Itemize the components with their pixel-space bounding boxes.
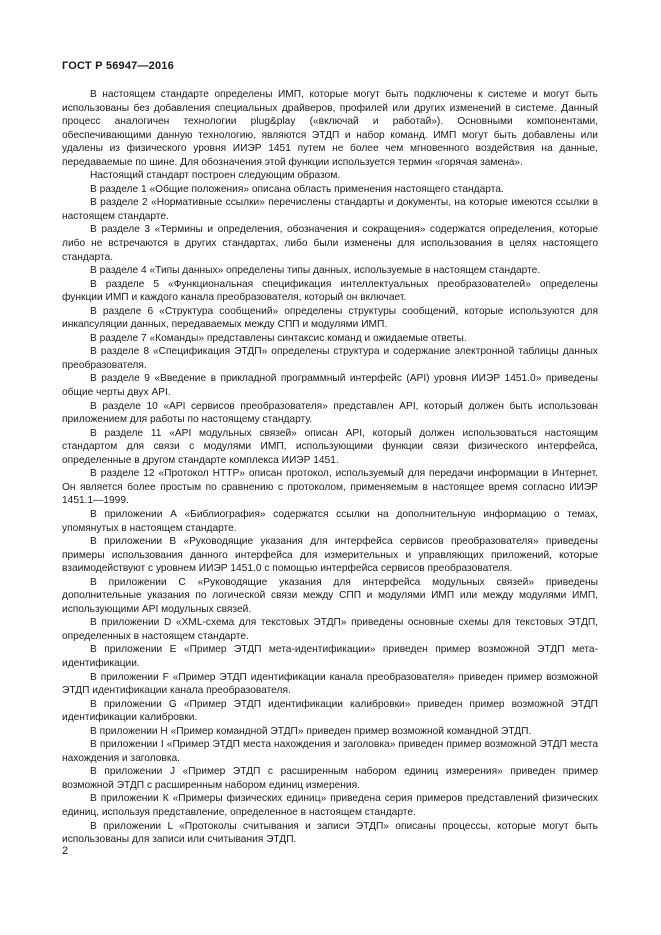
page-number: 2 bbox=[62, 845, 69, 857]
body-paragraph: В приложении J «Пример ЭТДП с расширенным набором единиц измерения» приведен пример возможной ЭТДП с расширенным набором единиц измерения. bbox=[62, 766, 598, 791]
body-paragraph: В разделе 12 «Протокол HTTP» описан протокол, используемый для передачи информации в Интернет. Он является более простым по сравнению с протоколом, применяемым в настоящее время согласно ИИЭР 1451.1—1999. bbox=[62, 468, 598, 507]
body-paragraph: В приложении К «Примеры физических единиц» приведена серия примеров представлений физических единиц, используя представление, определенное в настоящем стандарте. bbox=[62, 793, 598, 818]
body-paragraph: В разделе 9 «Введение в прикладной программный интерфейс (API) уровня ИИЭР 1451.0» приведены общие черты двух API. bbox=[62, 373, 598, 399]
body-paragraph: В приложении А «Библиография» содержатся ссылки на дополнительную информацию о темах, упомянутых в настоящем стандарте. bbox=[62, 508, 598, 534]
document-body bbox=[62, 88, 598, 847]
body-paragraph: В приложении D «XML-схема для текстовых ЭТДП» приведены основные схемы для текстовых ЭТДП, определенных в настоящем стандарте. bbox=[62, 617, 598, 642]
body-paragraph: Настоящий стандарт построен следующим образом. bbox=[90, 170, 341, 182]
body-paragraph: В приложении I «Пример ЭТДП места нахождения и заголовка» приведен пример возможной ЭТДП места нахождения и заголовка. bbox=[62, 739, 598, 764]
body-paragraph: В приложении G «Пример ЭТДП идентификации калибровки» приведен пример возможной ЭТДП идентификации калибровки. bbox=[62, 698, 598, 724]
body-paragraph: В настоящем стандарте определены ИМП, которые могут быть подключены к системе и могут быть использованы без добавления специальных драйверов, профилей или других изменений в системе. Данный процесс аналогичен технологии plug&play («включай и работай»). Основными компонентами, обеспечивающими данную технологию, являются ЭТДП и набор команд. ИМП могут быть добавлены или удалены из физического уровня ИИЭР 1451 путем не более чем мгновенного воздействия на данные, передаваемые по шине. Для обозначения этой функции используется термин «горячая замена». bbox=[62, 89, 598, 168]
body-paragraph: В приложении В «Руководящие указания для интерфейса сервисов преобразователя» приведены примеры использования данного интерфейса для измерительных и управляющих приложений, которые взаимодействуют с уровнем ИИЭР 1451.0 с помощью интерфейса сервисов преобразователя. bbox=[62, 536, 598, 575]
body-paragraph: В разделе 1 «Общие положения» описана область применения настоящего стандарта. bbox=[90, 183, 504, 195]
body-paragraph: В разделе 4 «Типы данных» определены типы данных, используемые в настоящем стандарте. bbox=[90, 265, 541, 277]
body-paragraph: В приложении L «Протоколы считывания и записи ЭТДП» описаны процессы, которые могут быть использованы для записи или считывания ЭТДП. bbox=[62, 820, 598, 846]
body-paragraph: В разделе 2 «Нормативные ссылки» перечислены стандарты и документы, на которые имеются ссылки в настоящем стандарте. bbox=[62, 197, 598, 222]
body-paragraph: В приложении Н «Пример командной ЭТДП» приведен пример возможной командной ЭТДП. bbox=[90, 725, 532, 737]
body-paragraph: В разделе 3 «Термины и определения, обозначения и сокращения» содержатся определения, которые либо не встречаются в других стандартах, либо были изменены для использования в целях настоящего стандарта. bbox=[62, 224, 598, 263]
body-paragraph: В разделе 6 «Структура сообщений» определены структуры сообщений, которые используются для инкапсуляции данных, передаваемых между СПП и модулями ИМП. bbox=[62, 305, 598, 331]
document-header: ГОСТ Р 56947—2016 bbox=[62, 60, 174, 72]
body-paragraph: В приложении Е «Пример ЭТДП мета-идентификации» приведен пример возможной ЭТДП мета-идентификации. bbox=[62, 644, 598, 669]
body-paragraph: В приложении С «Руководящие указания для интерфейса модульных связей» приведены дополнительные указания по логической связи между СПП и модулями ИМП или между модулями ИМП, использующими API модульных связей. bbox=[62, 576, 598, 615]
body-paragraph: В разделе 7 «Команды» представлены синтаксис команд и ожидаемые ответы. bbox=[90, 332, 467, 344]
body-paragraph: В разделе 8 «Спецификация ЭТДП» определены структура и содержание электронной таблицы данных преобразователя. bbox=[62, 346, 598, 371]
body-paragraph: В разделе 10 «API сервисов преобразователя» представлен API, который должен быть использован приложением для работы по настоящему стандарту. bbox=[62, 400, 598, 426]
body-paragraph: В разделе 5 «Функциональная спецификация интеллектуальных преобразователей» определены функции ИМП и каждого канала преобразователя, который он включает. bbox=[62, 278, 598, 304]
body-paragraph: В приложении F «Пример ЭТДП идентификации канала преобразователя» приведен пример возможной ЭТДП идентификации канала преобразователя. bbox=[62, 671, 598, 697]
body-paragraph: В разделе 11 «API модульных связей» описан API, который должен использоваться настоящим стандартом для связи с модулями ИМП, использующими функции связи физического интерфейса, определенные в другом стандарте комплекса ИИЭР 1451. bbox=[62, 427, 598, 466]
